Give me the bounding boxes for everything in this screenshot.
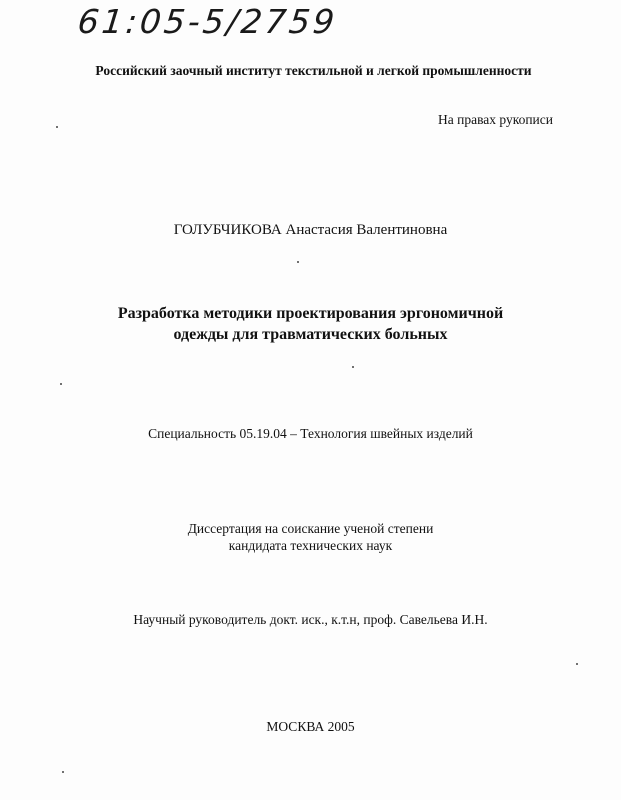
archive-code-handwritten: 61:05-5/2759 [75, 2, 340, 41]
degree-line-1: Диссертация на соискание ученой степени [187, 521, 434, 536]
specialty-line: Специальность 05.19.04 – Технология швейных изделий [148, 426, 473, 441]
author-name: ГОЛУБЧИКОВА Анастасия Валентиновна [173, 222, 448, 238]
institute-name: Российский заочный институт текстильной и легкой промышленности [95, 63, 532, 78]
city-year: МОСКВА 2005 [266, 719, 355, 734]
dissertation-title-line-1: Разработка методики проектирования эргономичной [117, 305, 504, 322]
degree-line-2: кандидата технических наук [228, 538, 393, 553]
manuscript-rights-note: На правах рукописи [437, 112, 553, 127]
dissertation-title-line-2: одежды для травматических больных [173, 326, 448, 343]
supervisor-line: Научный руководитель докт. иск., к.т.н, проф. Савельева И.Н. [133, 612, 488, 627]
scan-speck [56, 126, 58, 128]
scan-speck [352, 366, 354, 368]
scan-speck [62, 771, 64, 773]
scan-speck [576, 663, 578, 665]
scan-speck [297, 261, 299, 263]
scan-speck [60, 383, 62, 385]
